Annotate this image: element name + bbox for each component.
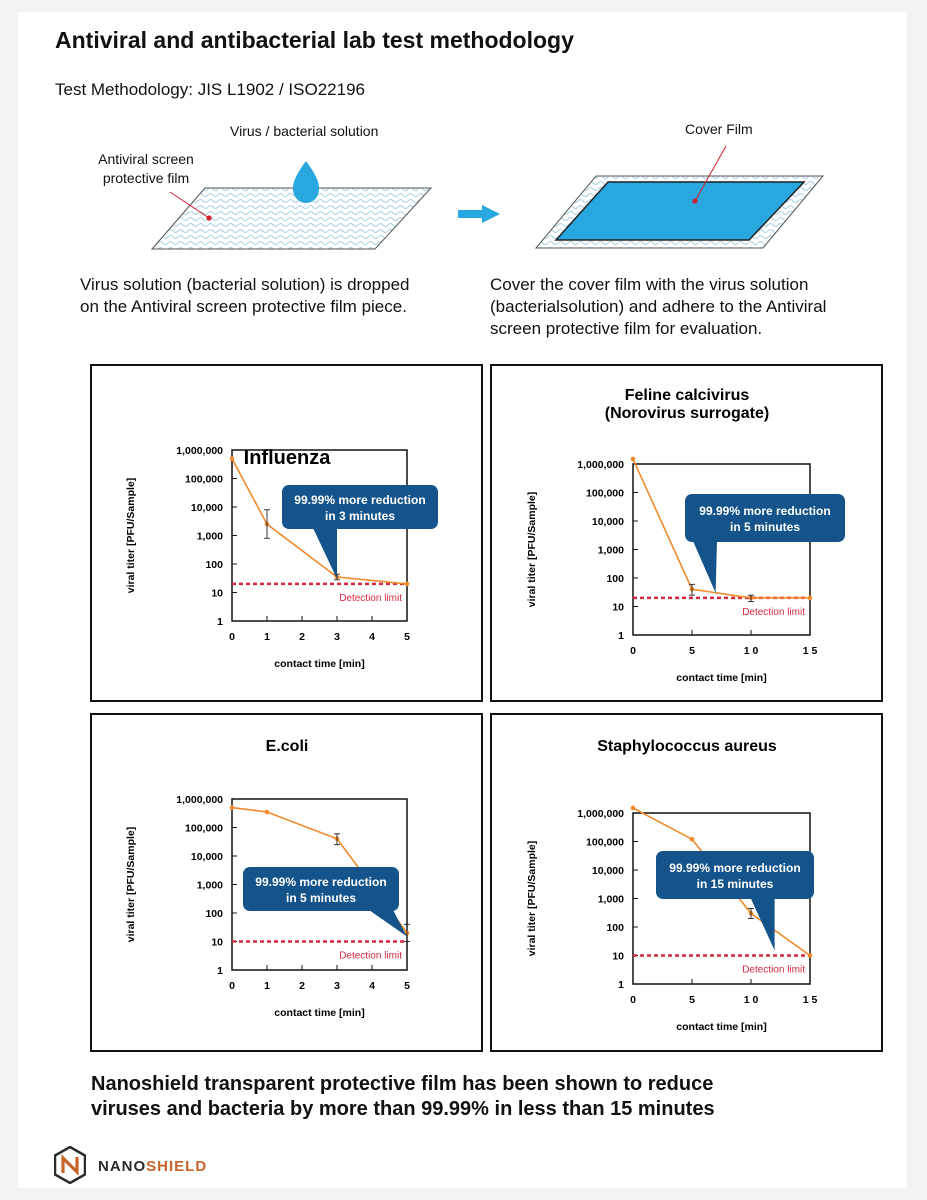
callout-text-line2: in 5 minutes xyxy=(285,891,357,905)
y-tick-label: 1,000,000 xyxy=(176,445,223,457)
callout-box xyxy=(656,851,814,899)
y-tick-label: 1 xyxy=(618,979,624,991)
x-tick-label: 5 xyxy=(689,645,695,657)
callout xyxy=(685,494,845,593)
x-tick-label: 4 xyxy=(369,980,375,992)
y-tick-label: 100,000 xyxy=(586,836,624,849)
caption-left xyxy=(80,274,409,318)
detection-limit-label: Detection limit xyxy=(339,950,402,962)
test-methodology: Test Methodology: JIS L1902 / ISO22196 xyxy=(55,80,365,99)
callout xyxy=(656,851,814,951)
caption-right xyxy=(490,274,826,340)
brand-name xyxy=(98,1158,207,1175)
y-axis-label: viral titer [PFU/Sample] xyxy=(125,826,137,943)
y-tick-label: 10,000 xyxy=(591,865,624,877)
data-point xyxy=(690,837,695,842)
summary-line1: Nanoshield transparent protective film has been shown to reduce xyxy=(91,1073,714,1095)
caption-right-line3: screen protective film for evaluation. xyxy=(490,319,763,338)
data-point xyxy=(631,457,636,462)
x-tick-label: 3 xyxy=(334,631,340,643)
callout-text-line2: in 15 minutes xyxy=(696,877,774,891)
y-tick-label: 10 xyxy=(211,587,223,600)
x-axis-label: contact time [min] xyxy=(676,672,767,684)
y-tick-label: 100,000 xyxy=(185,473,223,486)
y-axis-label: viral titer [PFU/Sample] xyxy=(125,477,137,594)
caption-right-line2: (bacterialsolution) and adhere to the Antiviral xyxy=(490,297,827,316)
y-tick-label: 1 xyxy=(217,616,223,628)
chart-title: Staphylococcus aureus xyxy=(597,738,777,755)
brand-name-part2: SHIELD xyxy=(146,1158,208,1175)
y-tick-label: 10 xyxy=(612,950,624,963)
chart-panel-feline-calcivirus xyxy=(490,364,883,702)
x-tick-label: 5 xyxy=(404,631,410,643)
x-tick-label: 1 5 xyxy=(802,994,818,1006)
y-tick-label: 10,000 xyxy=(591,516,624,528)
y-tick-label: 10 xyxy=(211,936,223,949)
chart-title-line1: Feline calcivirus xyxy=(624,387,750,404)
x-tick-label: 2 xyxy=(299,980,305,992)
x-tick-label: 0 xyxy=(630,994,636,1006)
y-tick-label: 1 xyxy=(217,965,223,977)
chart-title-line2: (Norovirus surrogate) xyxy=(604,405,770,422)
page xyxy=(18,12,907,1188)
x-tick-label: 1 xyxy=(264,980,270,992)
illustration-graphics xyxy=(18,12,907,272)
y-tick-label: 1,000,000 xyxy=(176,794,223,806)
y-tick-label: 10,000 xyxy=(190,502,223,514)
brand-name-part1: NANO xyxy=(98,1158,147,1175)
x-tick-label: 4 xyxy=(369,631,375,643)
cover-film-label: Cover Film xyxy=(685,121,753,137)
x-axis-label: contact time [min] xyxy=(274,658,365,670)
data-point xyxy=(631,806,636,811)
nanoshield-logo-icon xyxy=(54,1146,86,1184)
callout-pointer xyxy=(369,910,407,937)
caption-left-line2: on the Antiviral screen protective film piece. xyxy=(80,297,407,316)
y-tick-label: 100 xyxy=(606,573,624,585)
chart-panel-influenza xyxy=(90,364,483,702)
chart-ecoli xyxy=(92,715,481,1050)
y-tick-label: 100,000 xyxy=(185,822,223,835)
callout-text-line1: 99.99% more reduction xyxy=(294,493,426,507)
callout-pointer xyxy=(751,898,775,951)
x-tick-label: 1 0 xyxy=(743,645,759,657)
y-tick-label: 100 xyxy=(205,559,223,571)
droplet-icon xyxy=(293,161,319,203)
right-arrow-icon xyxy=(458,205,500,223)
x-tick-label: 5 xyxy=(404,980,410,992)
data-point xyxy=(265,810,270,815)
summary-statement xyxy=(91,1072,811,1122)
x-tick-label: 1 xyxy=(264,631,270,643)
x-tick-label: 1 5 xyxy=(802,645,818,657)
detection-limit-label: Detection limit xyxy=(742,606,805,618)
caption-left-line1: Virus solution (bacterial solution) is dropped xyxy=(80,275,410,294)
film-label-line1: Antiviral screen xyxy=(98,151,194,167)
x-axis-label: contact time [min] xyxy=(274,1007,365,1019)
callout-pointer xyxy=(313,528,337,579)
x-axis-label: contact time [min] xyxy=(676,1021,767,1033)
x-tick-label: 5 xyxy=(689,994,695,1006)
y-tick-label: 1,000 xyxy=(196,879,223,892)
detection-limit-label: Detection limit xyxy=(742,964,805,976)
virus-solution-label: Virus / bacterial solution xyxy=(230,123,379,139)
chart-feline-calcivirus xyxy=(492,366,881,700)
callout xyxy=(282,485,438,579)
x-tick-label: 2 xyxy=(299,631,305,643)
callout-text-line1: 99.99% more reduction xyxy=(699,504,831,518)
summary-line2: viruses and bacteria by more than 99.99% in less than 15 minutes xyxy=(91,1098,715,1120)
chart-influenza xyxy=(92,366,481,700)
chart-panel-staphylococcus xyxy=(490,713,883,1052)
chart-title: Influenza xyxy=(243,447,331,469)
x-tick-label: 0 xyxy=(229,631,235,643)
chart-title: E.coli xyxy=(265,738,309,755)
y-tick-label: 1,000 xyxy=(597,544,624,557)
y-tick-label: 10,000 xyxy=(190,851,223,863)
chart-panel-ecoli xyxy=(90,713,483,1052)
film-label xyxy=(84,150,208,188)
data-point xyxy=(230,456,235,461)
y-tick-label: 1,000 xyxy=(597,893,624,906)
callout xyxy=(243,867,407,937)
y-tick-label: 1 xyxy=(618,630,624,642)
callout-text-line2: in 3 minutes xyxy=(324,509,396,523)
callout-text-line1: 99.99% more reduction xyxy=(255,875,387,889)
callout-text-line1: 99.99% more reduction xyxy=(669,861,801,875)
film-label-line2: protective film xyxy=(102,170,190,186)
x-tick-label: 0 xyxy=(630,645,636,657)
callout-text-line2: in 5 minutes xyxy=(729,520,801,534)
y-tick-label: 100,000 xyxy=(586,487,624,500)
y-axis-label: viral titer [PFU/Sample] xyxy=(526,840,538,957)
film-piece-left xyxy=(152,188,431,249)
detection-limit-label: Detection limit xyxy=(339,592,402,604)
y-tick-label: 1,000,000 xyxy=(577,459,624,471)
film-piece-right xyxy=(536,176,823,248)
y-axis-label: viral titer [PFU/Sample] xyxy=(526,491,538,608)
data-point xyxy=(808,953,813,958)
callout-box xyxy=(685,494,845,542)
data-point xyxy=(405,582,410,587)
y-tick-label: 10 xyxy=(612,601,624,614)
x-tick-label: 3 xyxy=(334,980,340,992)
data-point xyxy=(808,596,813,601)
callout-pointer xyxy=(693,541,717,593)
y-tick-label: 1,000,000 xyxy=(577,808,624,820)
x-tick-label: 1 0 xyxy=(743,994,759,1006)
y-tick-label: 100 xyxy=(205,908,223,920)
caption-right-line1: Cover the cover film with the virus solution xyxy=(490,275,809,294)
chart-staphylococcus xyxy=(492,715,881,1050)
y-tick-label: 100 xyxy=(606,922,624,934)
page-title: Antiviral and antibacterial lab test methodology xyxy=(55,27,574,53)
x-tick-label: 0 xyxy=(229,980,235,992)
data-point xyxy=(230,805,235,810)
y-tick-label: 1,000 xyxy=(196,530,223,543)
